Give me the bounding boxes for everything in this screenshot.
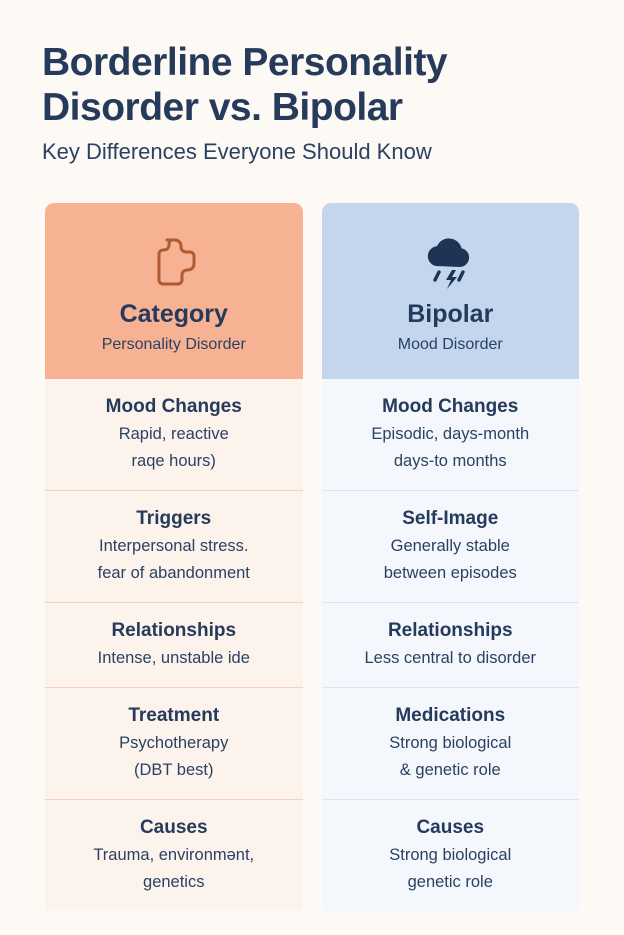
row-text-line-1: Rapid, reactive (118, 425, 229, 443)
row-label: Self-Image (402, 508, 499, 529)
row-text-line-1: Intense, unstable ide (97, 649, 250, 667)
row-text-line-2: fear of abandonment (97, 564, 250, 582)
row-label: Relationships (111, 620, 237, 641)
row-text-line-2: raqe hours) (131, 452, 216, 470)
storm-cloud-lightning-icon (336, 231, 566, 293)
table-row (45, 379, 303, 490)
row-label: Causes (416, 817, 485, 838)
column-category (45, 203, 303, 911)
row-text-line-1: Interpersonal stress. (99, 537, 249, 555)
row-text-line-1: Episodic, days-month (371, 425, 530, 443)
comparison-columns (45, 203, 579, 911)
row-text-line-1: Psychotherapy (119, 734, 229, 752)
column-header-category (45, 203, 303, 379)
column-title-category: Category (119, 300, 228, 328)
page-title-line-2: Disorder vs. Bipolar (42, 86, 403, 129)
column-subtitle-category: Personality Disorder (101, 336, 246, 353)
puzzle-piece-icon (59, 231, 289, 293)
table-row (322, 602, 580, 687)
row-text-line-2: & genetic role (399, 761, 501, 779)
table-row (45, 490, 303, 602)
row-text-line-1: Generally stable (390, 537, 510, 555)
row-text-line-2: genetics (143, 873, 205, 891)
row-label: Mood Changes (105, 396, 242, 417)
row-text-line-1: Strong biological (389, 846, 512, 864)
row-text-line-2: genetic role (407, 873, 493, 891)
table-row (45, 602, 303, 687)
row-label: Triggers (136, 508, 212, 529)
row-label: Mood Changes (382, 396, 519, 417)
row-text-line-2: days-to months (393, 452, 507, 470)
column-bipolar (322, 203, 580, 911)
table-row (45, 799, 303, 911)
page-title (42, 40, 582, 130)
row-text-line-2: between episodes (383, 564, 517, 582)
column-title-bipolar: Bipolar (407, 300, 494, 328)
row-text-line-2: (DBT best) (134, 761, 214, 779)
column-body-bipolar (322, 379, 580, 911)
column-header-bipolar (322, 203, 580, 379)
row-text-line-1: Strong biological (389, 734, 512, 752)
row-label: Medications (395, 705, 506, 726)
row-label: Causes (139, 817, 208, 838)
row-text-line-1: Trauma, environmǝnt, (93, 846, 255, 864)
column-body-category (45, 379, 303, 911)
row-label: Relationships (387, 620, 513, 641)
column-subtitle-bipolar: Mood Disorder (397, 336, 503, 353)
table-row (322, 687, 580, 799)
header (0, 0, 624, 167)
table-row (322, 799, 580, 911)
page-title-line-1: Borderline Personality (42, 41, 448, 84)
table-row (322, 379, 580, 490)
row-text-line-1: Less central to disorder (364, 649, 536, 667)
page-subtitle: Key Differences Everyone Should Know (42, 139, 432, 164)
table-row (322, 490, 580, 602)
table-row (45, 687, 303, 799)
row-label: Treatment (128, 705, 220, 726)
